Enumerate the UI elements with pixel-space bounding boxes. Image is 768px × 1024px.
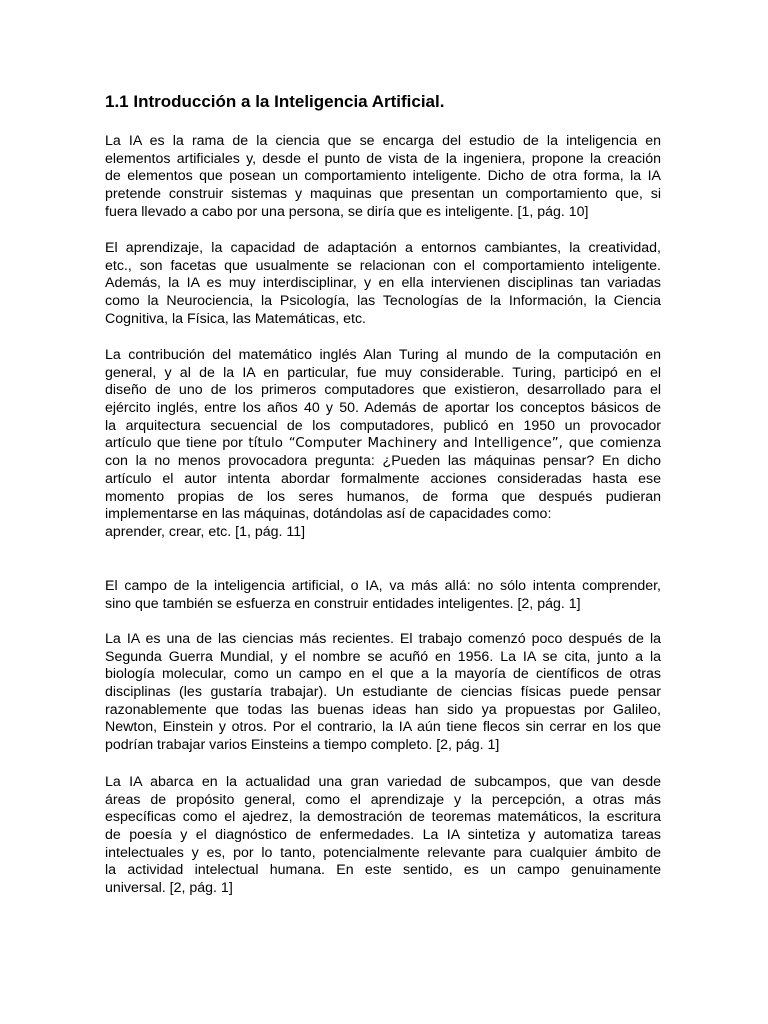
text-line: como la Neurociencia, la Psicología, las Tecnologías de la Información, la Ciencia: [105, 293, 661, 310]
text-line: artículo el autor intenta abordar formalmente acciones consideradas hasta ese: [105, 470, 661, 487]
text-line: razonablemente que todas las buenas ideas han sido ya propuestas por Galileo,: [105, 701, 661, 718]
text-line: El campo de la inteligencia artificial, o IA, va más allá: no sólo intenta comprender,: [105, 578, 661, 594]
paragraph-4: [105, 578, 661, 613]
paragraph-1: [105, 133, 661, 221]
text-run: mienza: [615, 435, 662, 452]
text-line: disciplinas (les gustaría trabajar). Un estudiante de ciencias físicas puede pensar: [105, 684, 661, 701]
text-line: fuera llevado a cabo por una persona, se diría que es inteligente. [1, pág. 10]: [105, 203, 589, 220]
text-line-mixed-font: [105, 435, 661, 453]
text-line: momento propias de los seres humanos, de forma que después pudieran: [105, 488, 661, 505]
text-line: de elementos que posean un comportamiento inteligente. Dicho de otra forma, la IA: [105, 168, 661, 185]
text-line: con la no menos provocadora pregunta: ¿Pueden las máquinas pensar? En dicho: [105, 453, 661, 470]
text-line: El aprendizaje, la capacidad de adaptación a entornos cambiantes, la creatividad,: [105, 240, 661, 256]
text-line: elementos artificiales y, desde el punto de vista de la ingeniera, propone la creación: [105, 150, 661, 167]
work-title-run: título “Computer Machinery and Intelligence”, que co: [248, 436, 616, 452]
text-line: áreas de propósito general, como el aprendizaje y la percepción, a otras más: [105, 791, 661, 808]
text-line: pretende construir sistemas y maquinas que presentan un comportamiento que, si: [105, 186, 661, 203]
text-line: universal. [2, pág. 1]: [105, 880, 233, 897]
text-line: Cognitiva, la Física, las Matemáticas, etc.: [105, 310, 366, 327]
text-line: intelectuales y es, por lo tanto, potencialmente relevante para cualquier ámbito de: [105, 844, 661, 861]
paragraph-3: [105, 347, 661, 542]
text-line: podrían trabajar varios Einsteins a tiempo completo. [2, pág. 1]: [105, 737, 500, 754]
text-line: Newton, Einstein y otros. Por el contrario, la IA aún tiene flecos sin cerrar en los que: [105, 719, 661, 736]
text-line: La IA abarca en la actualidad una gran variedad de subcampos, que van desde: [105, 774, 661, 790]
text-line: etc., son facetas que usualmente se relacionan con el comportamiento inteligente.: [105, 257, 661, 274]
text-line: Segunda Guerra Mundial, y el nombre se acuñó en 1956. La IA se cita, junto a la: [105, 648, 661, 665]
text-line: específicas como el ajedrez, la demostración de teoremas matemáticos, la escritura: [105, 809, 661, 826]
text-line: diseño de uno de los primeros computadores que existieron, desarrollado para el: [105, 382, 661, 399]
text-line: La IA es una de las ciencias más recientes. El trabajo comenzó poco después de la: [105, 631, 661, 647]
text-line: de poesía y el diagnóstico de enfermedades. La IA sintetiza y automatiza tareas: [105, 827, 661, 844]
text-line: implementarse en las máquinas, dotándolas así de capacidades como:: [105, 506, 552, 523]
text-line: La IA es la rama de la ciencia que se encarga del estudio de la inteligencia en: [105, 133, 661, 149]
text-line: La contribución del matemático inglés Alan Turing al mundo de la computación en: [105, 347, 661, 363]
text-line: ejército inglés, entre los años 40 y 50. Además de aportar los conceptos básicos de: [105, 400, 661, 417]
text-line: la arquitectura secuencial de los computadores, publicó en 1950 un provocador: [105, 417, 661, 434]
paragraph-6: [105, 774, 661, 898]
text-line: aprender, crear, etc. [1, pág. 11]: [105, 523, 306, 540]
text-line: Además, la IA es muy interdisciplinar, y en ella intervienen disciplinas tan variadas: [105, 275, 661, 292]
text-line: la actividad intelectual humana. En este sentido, es un campo genuinamente: [105, 862, 661, 879]
text-line: sino que también se esfuerza en construir entidades inteligentes. [2, pág. 1]: [105, 595, 581, 612]
section-heading: 1.1 Introducción a la Inteligencia Artificial.: [105, 92, 445, 111]
paragraph-5: [105, 631, 661, 755]
text-run: artículo que tiene por: [105, 435, 249, 452]
text-line: biología molecular, como un campo en el que a la mayoría de científicos de otras: [105, 666, 661, 683]
text-line: general, y al de la IA en particular, fue muy considerable. Turing, participó en el: [105, 364, 661, 381]
paragraph-2: [105, 240, 661, 328]
